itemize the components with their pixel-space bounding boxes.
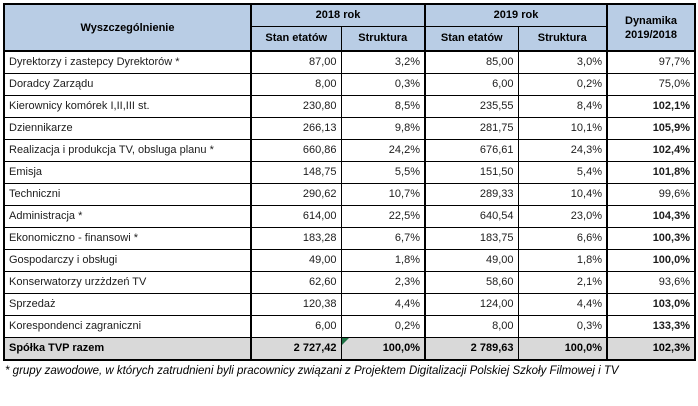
employment-table — [3, 3, 696, 361]
cell-stan-2019: 235,55 — [425, 95, 518, 117]
cell-stan-2018: 148,75 — [251, 161, 341, 183]
cell-label: Techniczni — [4, 183, 251, 205]
cell-stan-2018: 120,38 — [251, 293, 341, 315]
cell-stan-2018: 183,28 — [251, 227, 341, 249]
cell-struktura-2019: 6,6% — [518, 227, 607, 249]
cell-struktura-2018: 2,3% — [341, 271, 425, 293]
table-row — [4, 227, 695, 249]
cell-stan-2018: 6,00 — [251, 315, 341, 337]
table-header — [4, 4, 695, 51]
table-row — [4, 161, 695, 183]
cell-dynamika: 105,9% — [607, 117, 695, 139]
table-row — [4, 117, 695, 139]
cell-stan-2019: 151,50 — [425, 161, 518, 183]
cell-struktura-2019: 0,2% — [518, 73, 607, 95]
cell-label: Dziennikarze — [4, 117, 251, 139]
cell-struktura-2018: 5,5% — [341, 161, 425, 183]
header-dynamika-line1: Dynamika — [625, 14, 677, 27]
cell-dynamika: 104,3% — [607, 205, 695, 227]
cell-struktura-2019: 1,8% — [518, 249, 607, 271]
cell-label: Konserwatorzy urzżdzeń TV — [4, 271, 251, 293]
cell-stan-2019: 289,33 — [425, 183, 518, 205]
cell-label: Realizacja i produkcja TV, obsluga planu * — [4, 139, 251, 161]
cell-stan-2019: 58,60 — [425, 271, 518, 293]
cell-dynamika: 102,1% — [607, 95, 695, 117]
table-row — [4, 293, 695, 315]
cell-stan-2018: 49,00 — [251, 249, 341, 271]
cell-struktura-2018: 22,5% — [341, 205, 425, 227]
cell-struktura-2018: 3,2% — [341, 51, 425, 73]
table-row — [4, 205, 695, 227]
cell-stan-2018: 230,80 — [251, 95, 341, 117]
cell-stan-2018: 614,00 — [251, 205, 341, 227]
total-row — [4, 337, 695, 360]
cell-total-label: Spółka TVP razem — [4, 337, 251, 360]
cell-dynamika: 101,8% — [607, 161, 695, 183]
table-row — [4, 73, 695, 95]
cell-dynamika: 93,6% — [607, 271, 695, 293]
cell-struktura-2019: 10,1% — [518, 117, 607, 139]
table-row — [4, 249, 695, 271]
table-body — [4, 51, 695, 360]
cell-stan-2019: 183,75 — [425, 227, 518, 249]
cell-struktura-2019: 5,4% — [518, 161, 607, 183]
header-struktura-2018: Struktura — [341, 26, 425, 51]
cell-struktura-2019: 8,4% — [518, 95, 607, 117]
cell-stan-2018: 290,62 — [251, 183, 341, 205]
cell-label: Sprzedaż — [4, 293, 251, 315]
cell-struktura-2019: 2,1% — [518, 271, 607, 293]
cell-struktura-2018: 0,3% — [341, 73, 425, 95]
table-row — [4, 271, 695, 293]
header-stan-etatow-2018: Stan etatów — [251, 26, 341, 51]
header-stan-etatow-2019: Stan etatów — [425, 26, 518, 51]
cell-total-stan-2019: 2 789,63 — [425, 337, 518, 360]
cell-struktura-2018: 24,2% — [341, 139, 425, 161]
cell-struktura-2018: 1,8% — [341, 249, 425, 271]
cell-stan-2018: 8,00 — [251, 73, 341, 95]
cell-total-struktura-2019: 100,0% — [518, 337, 607, 360]
cell-label: Ekonomiczno - finansowi * — [4, 227, 251, 249]
header-group-2018: 2018 rok — [251, 4, 425, 26]
cell-stan-2019: 6,00 — [425, 73, 518, 95]
cell-label: Administracja * — [4, 205, 251, 227]
table-row — [4, 51, 695, 73]
table-row — [4, 315, 695, 337]
cell-struktura-2019: 0,3% — [518, 315, 607, 337]
cell-struktura-2018: 6,7% — [341, 227, 425, 249]
cell-total-dynamika: 102,3% — [607, 337, 695, 360]
cell-label: Emisja — [4, 161, 251, 183]
cell-stan-2018: 266,13 — [251, 117, 341, 139]
cell-dynamika: 75,0% — [607, 73, 695, 95]
cell-struktura-2018: 9,8% — [341, 117, 425, 139]
header-wyszczegolnienie: Wyszczególnienie — [4, 4, 251, 51]
cell-stan-2019: 124,00 — [425, 293, 518, 315]
cell-struktura-2019: 24,3% — [518, 139, 607, 161]
cell-stan-2018: 87,00 — [251, 51, 341, 73]
cell-dynamika: 103,0% — [607, 293, 695, 315]
cell-struktura-2019: 23,0% — [518, 205, 607, 227]
cell-dynamika: 102,4% — [607, 139, 695, 161]
total-struktura-2018-value: 100,0% — [382, 342, 420, 355]
error-indicator-triangle-icon — [342, 338, 349, 345]
cell-stan-2019: 85,00 — [425, 51, 518, 73]
cell-stan-2019: 8,00 — [425, 315, 518, 337]
table-row — [4, 183, 695, 205]
cell-struktura-2018: 4,4% — [341, 293, 425, 315]
table-footnote: * grupy zawodowe, w których zatrudnieni byli pracownicy związani z Projektem Digitalizacji Polskiej Szkoły Filmowej i TV — [5, 365, 619, 377]
header-group-2019: 2019 rok — [425, 4, 607, 26]
cell-total-struktura-2018 — [341, 337, 425, 360]
cell-stan-2019: 49,00 — [425, 249, 518, 271]
cell-label: Dyrektorzy i zastepcy Dyrektorów * — [4, 51, 251, 73]
header-dynamika — [607, 4, 695, 51]
cell-stan-2019: 676,61 — [425, 139, 518, 161]
cell-struktura-2018: 0,2% — [341, 315, 425, 337]
cell-stan-2019: 281,75 — [425, 117, 518, 139]
cell-label: Gospodarczy i obsługi — [4, 249, 251, 271]
header-struktura-2019: Struktura — [518, 26, 607, 51]
header-dynamika-line2: 2019/2018 — [625, 28, 677, 41]
cell-label: Doradcy Zarządu — [4, 73, 251, 95]
cell-dynamika: 133,3% — [607, 315, 695, 337]
cell-struktura-2019: 3,0% — [518, 51, 607, 73]
table-row — [4, 139, 695, 161]
cell-dynamika: 99,6% — [607, 183, 695, 205]
cell-dynamika: 97,7% — [607, 51, 695, 73]
cell-label: Kierownicy komórek I,II,III st. — [4, 95, 251, 117]
cell-struktura-2019: 4,4% — [518, 293, 607, 315]
cell-stan-2019: 640,54 — [425, 205, 518, 227]
table-row — [4, 95, 695, 117]
cell-struktura-2019: 10,4% — [518, 183, 607, 205]
cell-label: Korespondenci zagraniczni — [4, 315, 251, 337]
cell-dynamika: 100,3% — [607, 227, 695, 249]
cell-total-stan-2018: 2 727,42 — [251, 337, 341, 360]
cell-struktura-2018: 10,7% — [341, 183, 425, 205]
cell-struktura-2018: 8,5% — [341, 95, 425, 117]
cell-stan-2018: 660,86 — [251, 139, 341, 161]
cell-stan-2018: 62,60 — [251, 271, 341, 293]
cell-dynamika: 100,0% — [607, 249, 695, 271]
